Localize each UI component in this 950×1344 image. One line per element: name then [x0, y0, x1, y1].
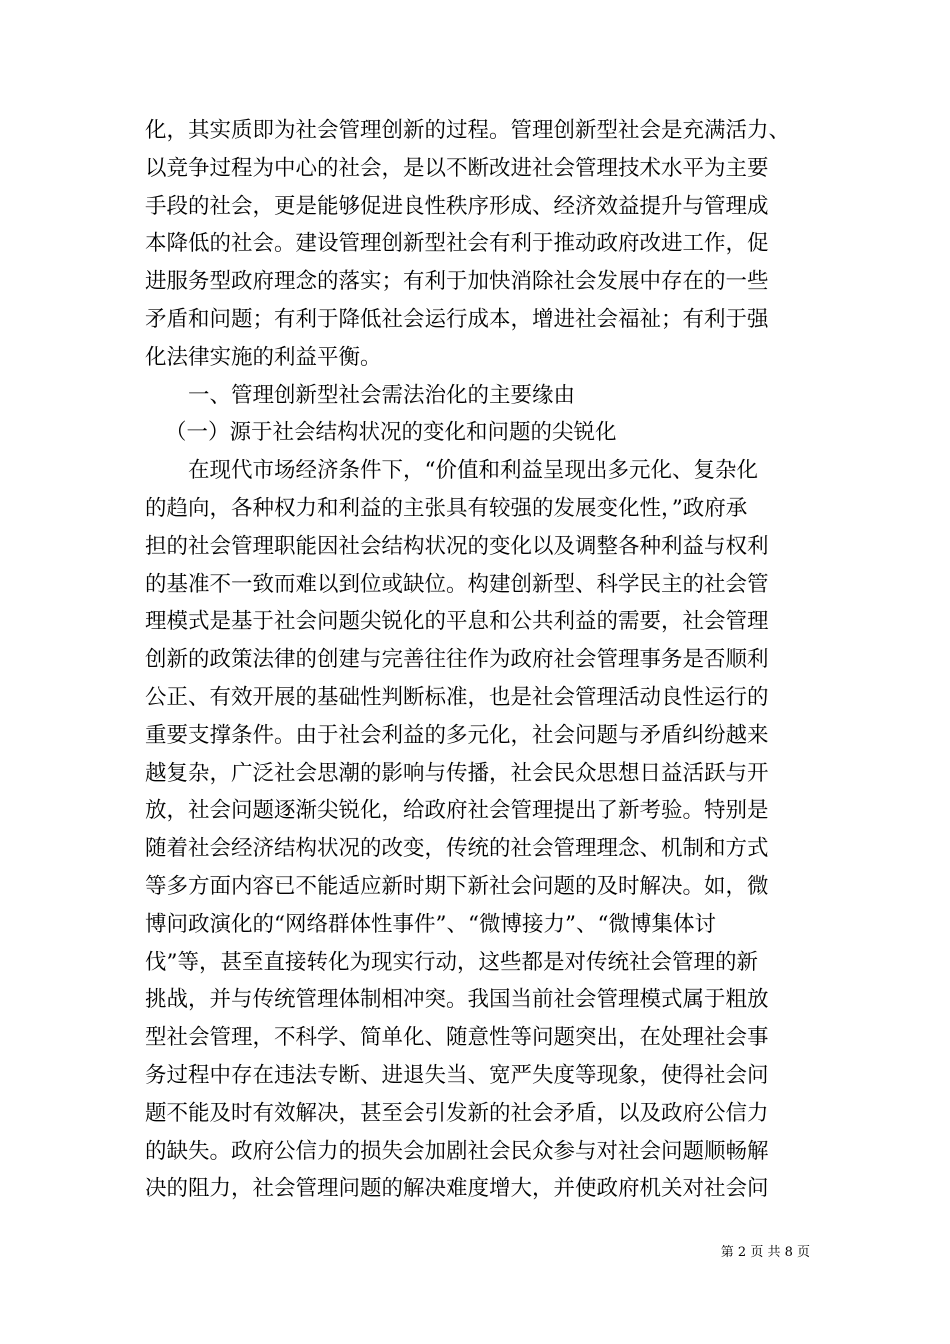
text-line: 务过程中存在违法专断、进退失当、宽严失度等现象，使得社会问 [145, 1062, 769, 1088]
text-line: 决的阻力，社会管理问题的解决难度增大，并使政府机关对社会问 [145, 1176, 769, 1202]
text-line: 在现代市场经济条件下，“价值和利益呈现出多元化、复杂化 [188, 458, 758, 484]
text-line: 随着社会经济结构状况的改变，传统的社会管理理念、机制和方式 [145, 836, 769, 862]
text-line: 等多方面内容已不能适应新时期下新社会问题的及时解决。如，微 [145, 873, 769, 899]
text-line: 重要支撑条件。由于社会利益的多元化，社会问题与矛盾纠纷越来 [145, 722, 769, 748]
text-line: 型社会管理，不科学、简单化、随意性等问题突出，在处理社会事 [145, 1025, 769, 1051]
text-line: 以竞争过程为中心的社会，是以不断改进社会管理技术水平为主要 [145, 155, 769, 181]
text-line: 的趋向，各种权力和利益的主张具有较强的发展变化性，”政府承 [145, 495, 748, 521]
text-line: 手段的社会，更是能够促进良性秩序形成、经济效益提升与管理成 [145, 193, 769, 219]
text-line: 伐”等，甚至直接转化为现实行动，这些都是对传统社会管理的新 [145, 949, 758, 975]
text-line: 理模式是基于社会问题尖锐化的平息和公共利益的需要，社会管理 [145, 609, 769, 635]
text-line: 越复杂，广泛社会思潮的影响与传播，社会民众思想日益活跃与开 [145, 760, 769, 786]
section-heading: 一、管理创新型社会需法治化的主要缘由 [188, 382, 576, 408]
body-text [145, 112, 813, 1208]
text-line: 题不能及时有效解决，甚至会引发新的社会矛盾，以及政府公信力 [145, 1100, 769, 1126]
text-line: 进服务型政府理念的落实；有利于加快消除社会发展中存在的一些 [145, 269, 769, 295]
page-number: 第 2 页 共 8 页 [720, 1245, 810, 1260]
subsection-heading: （一）源于社会结构状况的变化和问题的尖锐化 [165, 420, 617, 446]
text-line: 本降低的社会。建设管理创新型社会有利于推动政府改进工作，促 [145, 231, 769, 257]
text-line: 担的社会管理职能因社会结构状况的变化以及调整各种利益与权利 [145, 533, 769, 559]
text-line: 挑战，并与传统管理体制相冲突。我国当前社会管理模式属于粗放 [145, 987, 769, 1013]
text-line: 的缺失。政府公信力的损失会加剧社会民众参与对社会问题顺畅解 [145, 1138, 769, 1164]
text-line: 化，其实质即为社会管理创新的过程。管理创新型社会是充满活力、 [145, 118, 791, 143]
text-line: 化法律实施的利益平衡。 [145, 344, 382, 370]
text-line: 博问政演化的“网络群体性事件”、“微博接力”、“微博集体讨 [145, 911, 716, 937]
text-line: 放，社会问题逐渐尖锐化，给政府社会管理提出了新考验。特别是 [145, 798, 769, 824]
text-line: 创新的政策法律的创建与完善往往作为政府社会管理事务是否顺利 [145, 647, 769, 673]
text-line: 的基准不一致而难以到位或缺位。构建创新型、科学民主的社会管 [145, 571, 769, 597]
text-line: 公正、有效开展的基础性判断标准，也是社会管理活动良性运行的 [145, 684, 769, 710]
text-line: 矛盾和问题；有利于降低社会运行成本，增进社会福祉；有利于强 [145, 306, 769, 332]
